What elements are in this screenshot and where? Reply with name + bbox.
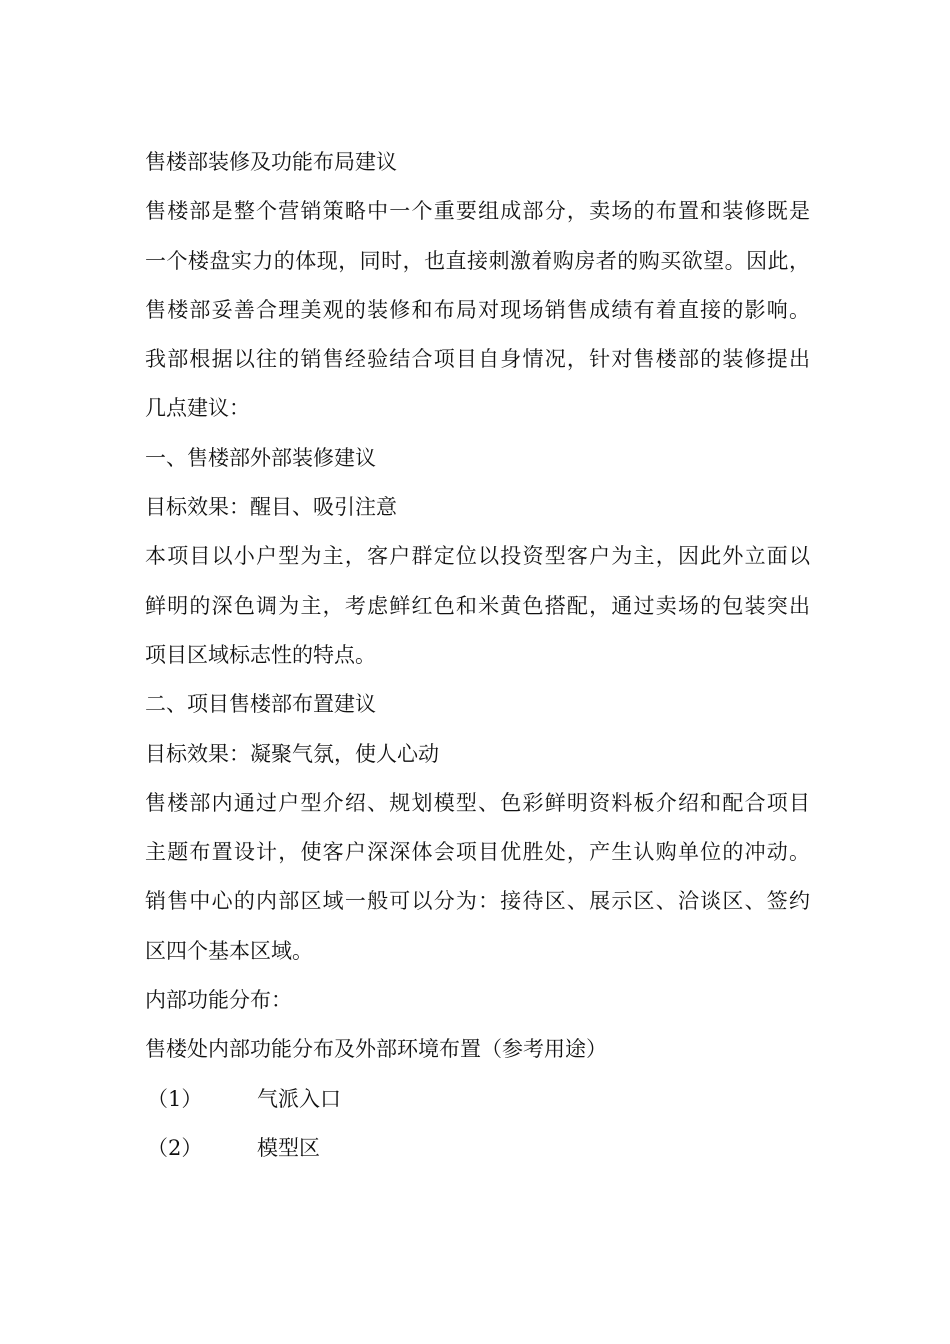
- section2-heading: 二、项目售楼部布置建议: [145, 692, 376, 717]
- intro-line-4: 我部根据以往的销售经验结合项目自身情况，针对售楼部的装修提出: [145, 347, 810, 372]
- intro-line-3: 售楼部妥善合理美观的装修和布局对现场销售成绩有着直接的影响。: [145, 297, 810, 322]
- list-item-text: 气派入口: [257, 1086, 341, 1111]
- intro-line-5: 几点建议：: [145, 396, 250, 421]
- section1-heading: 一、售楼部外部装修建议: [145, 445, 376, 470]
- section2-body-line-4: 区四个基本区域。: [145, 938, 313, 963]
- document-title: 售楼部装修及功能布局建议: [145, 150, 397, 174]
- document-page: [145, 150, 810, 1185]
- section1-goal: 目标效果：醒目、吸引注意: [145, 495, 397, 520]
- section2-body-line-3: 销售中心的内部区域一般可以分为：接待区、展示区、洽谈区、签约: [145, 889, 810, 914]
- section2-body-line-1: 售楼部内通过户型介绍、规划模型、色彩鲜明资料板介绍和配合项目: [145, 790, 810, 815]
- intro-line-1: 售楼部是整个营销策略中一个重要组成部分，卖场的布置和装修既是: [145, 199, 810, 224]
- section2-goal: 目标效果：凝聚气氛，使人心动: [145, 741, 439, 766]
- functions-label: 内部功能分布：: [145, 988, 292, 1013]
- section1-body-line-3: 项目区域标志性的特点。: [145, 642, 376, 667]
- functions-intro: 售楼处内部功能分布及外部环境布置（参考用途）: [145, 1037, 607, 1062]
- section1-body-line-2: 鲜明的深色调为主，考虑鲜红色和米黄色搭配，通过卖场的包装突出: [145, 593, 810, 618]
- list-item-text: 模型区: [257, 1135, 320, 1160]
- section2-body-line-2: 主题布置设计，使客户深深体会项目优胜处，产生认购单位的冲动。: [145, 840, 810, 865]
- list-item: [145, 1087, 810, 1111]
- intro-line-2: 一个楼盘实力的体现，同时，也直接刺激着购房者的购买欲望。因此，: [145, 248, 810, 273]
- list-item-number: （1）: [147, 1086, 203, 1111]
- list-item: [145, 1136, 810, 1160]
- list-item-number: （2）: [147, 1135, 203, 1160]
- section1-body-line-1: 本项目以小户型为主，客户群定位以投资型客户为主，因此外立面以: [145, 544, 810, 569]
